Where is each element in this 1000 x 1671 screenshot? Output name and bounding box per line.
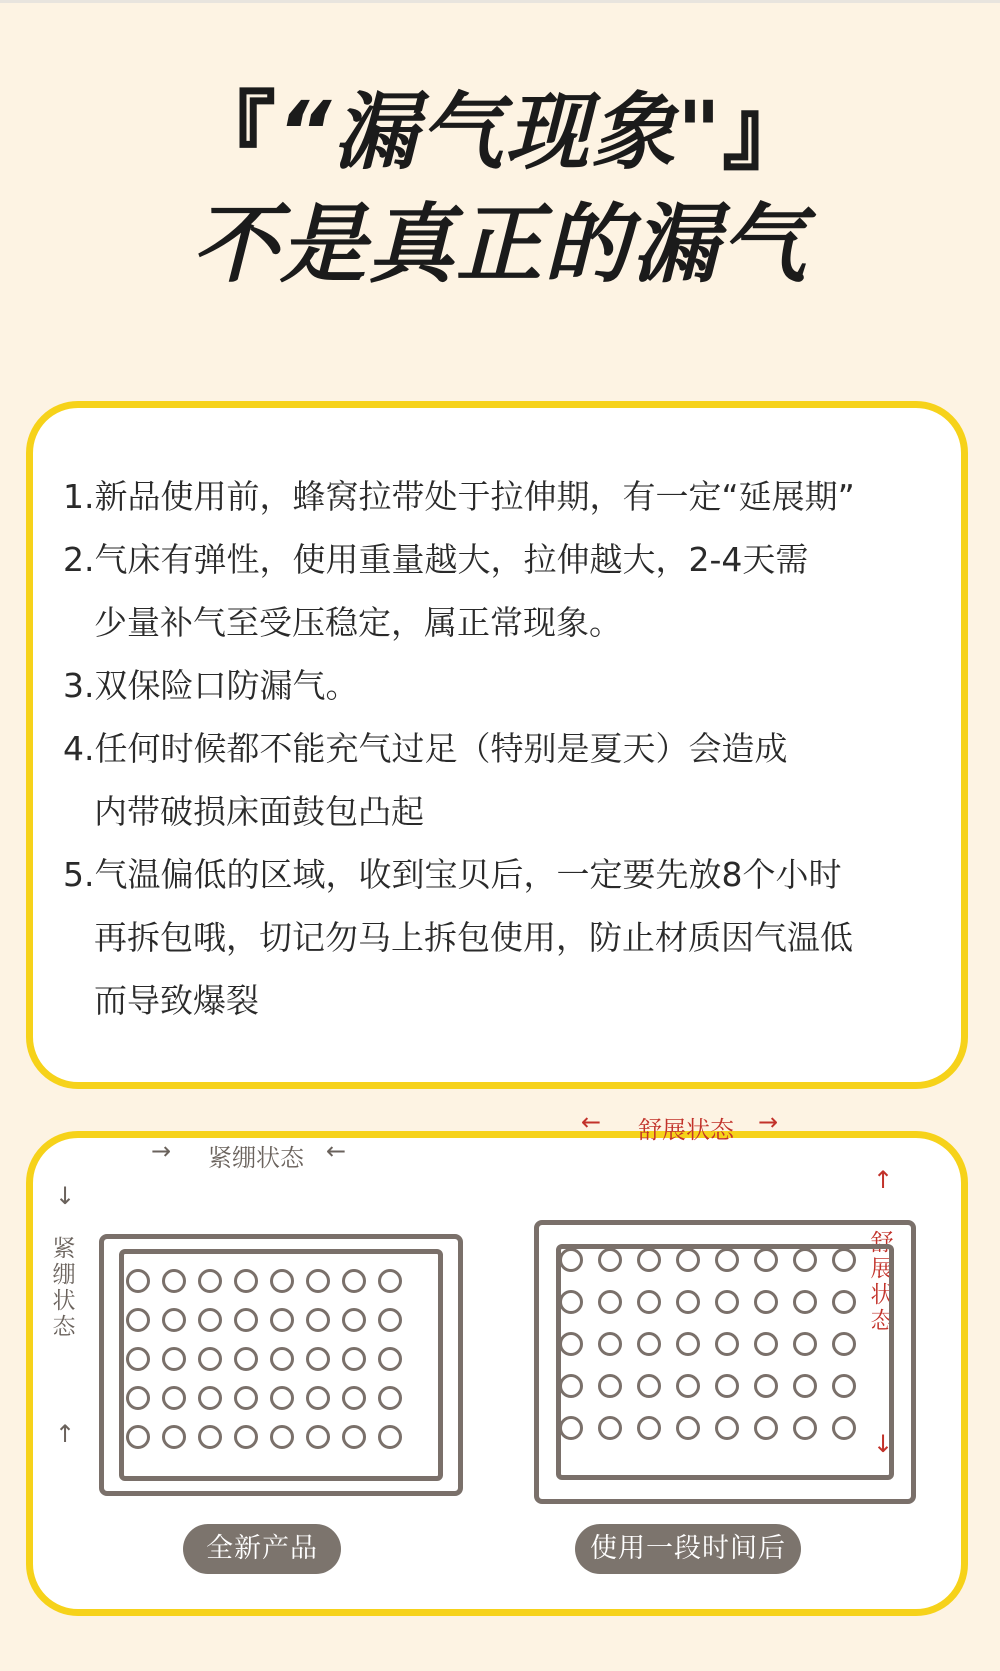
- air-hole: [637, 1248, 661, 1272]
- air-hole: [270, 1347, 294, 1371]
- note-continuation: 内带破损床面鼓包凸起: [94, 792, 424, 831]
- new-hole-grid: [126, 1269, 402, 1449]
- air-hole: [754, 1248, 778, 1272]
- arrow-right-red-icon: →: [758, 1108, 779, 1136]
- air-hole: [715, 1290, 739, 1314]
- air-hole: [342, 1269, 366, 1293]
- air-hole: [676, 1248, 700, 1272]
- air-hole: [715, 1416, 739, 1440]
- used-caption-pill: 使用一段时间后: [575, 1524, 801, 1574]
- headline-line-2: 不是真正的漏气: [192, 195, 808, 295]
- air-hole: [126, 1425, 150, 1449]
- air-hole: [126, 1347, 150, 1371]
- air-hole: [306, 1347, 330, 1371]
- note-text: 4.任何时候都不能充气过足（特别是夏天）会造成: [63, 729, 788, 768]
- air-hole: [832, 1290, 856, 1314]
- air-hole: [198, 1269, 222, 1293]
- air-hole: [270, 1425, 294, 1449]
- new-caption-pill: 全新产品: [183, 1524, 341, 1574]
- arrow-left-icon: ←: [326, 1137, 347, 1165]
- air-hole: [715, 1374, 739, 1398]
- new-side-label: 紧 绷 状 态: [52, 1236, 76, 1340]
- air-hole: [598, 1248, 622, 1272]
- air-hole: [598, 1416, 622, 1440]
- note-text: 2.气床有弹性，使用重量越大，拉伸越大，2-4天需: [63, 540, 809, 579]
- air-hole: [378, 1386, 402, 1410]
- bracket-open: 『: [191, 83, 278, 181]
- air-hole: [676, 1416, 700, 1440]
- new-mattress: [99, 1234, 463, 1496]
- air-hole: [198, 1347, 222, 1371]
- air-hole: [598, 1290, 622, 1314]
- arrow-left-red-icon: ←: [581, 1108, 602, 1136]
- air-hole: [559, 1248, 583, 1272]
- air-hole: [793, 1374, 817, 1398]
- air-hole: [559, 1290, 583, 1314]
- air-hole: [306, 1425, 330, 1449]
- air-hole: [162, 1425, 186, 1449]
- air-hole: [234, 1308, 258, 1332]
- used-top-label: 舒展状态: [638, 1116, 734, 1144]
- air-hole: [378, 1425, 402, 1449]
- air-hole: [270, 1308, 294, 1332]
- arrow-down-red-icon: ↓: [873, 1430, 894, 1458]
- air-hole: [342, 1308, 366, 1332]
- air-hole: [637, 1374, 661, 1398]
- air-hole: [676, 1332, 700, 1356]
- air-hole: [559, 1416, 583, 1440]
- air-hole: [198, 1425, 222, 1449]
- air-hole: [342, 1425, 366, 1449]
- air-hole: [234, 1347, 258, 1371]
- top-divider: [0, 0, 1000, 3]
- diagram-card: [26, 1108, 968, 1616]
- air-hole: [637, 1416, 661, 1440]
- air-hole: [162, 1347, 186, 1371]
- air-hole: [234, 1386, 258, 1410]
- notes-list: [63, 465, 963, 1032]
- note-continuation: 再拆包哦，切记勿马上拆包使用，防止材质因气温低: [94, 918, 853, 957]
- used-hole-grid: [559, 1248, 856, 1440]
- air-hole: [754, 1374, 778, 1398]
- arrow-right-icon: →: [151, 1137, 172, 1165]
- air-hole: [126, 1269, 150, 1293]
- air-hole: [754, 1290, 778, 1314]
- note-item: [63, 654, 963, 717]
- used-mattress: [534, 1220, 916, 1504]
- air-hole: [832, 1416, 856, 1440]
- air-hole: [162, 1269, 186, 1293]
- air-hole: [559, 1374, 583, 1398]
- air-hole: [306, 1269, 330, 1293]
- note-item: [63, 717, 963, 843]
- headline-line-1: [0, 82, 1000, 182]
- air-hole: [378, 1347, 402, 1371]
- air-hole: [715, 1332, 739, 1356]
- air-hole: [832, 1374, 856, 1398]
- note-item: [63, 843, 963, 1032]
- air-hole: [162, 1308, 186, 1332]
- air-hole: [676, 1374, 700, 1398]
- air-hole: [342, 1347, 366, 1371]
- air-hole: [832, 1332, 856, 1356]
- used-side-label: 舒 展 状 态: [870, 1230, 894, 1334]
- air-hole: [637, 1290, 661, 1314]
- air-hole: [306, 1386, 330, 1410]
- air-hole: [832, 1248, 856, 1272]
- air-hole: [793, 1290, 817, 1314]
- note-text: 5.气温偏低的区域，收到宝贝后，一定要先放8个小时: [63, 855, 842, 894]
- air-hole: [342, 1386, 366, 1410]
- air-hole: [234, 1425, 258, 1449]
- headline: [0, 82, 1000, 300]
- arrow-up-icon: ↑: [55, 1420, 76, 1448]
- air-hole: [754, 1332, 778, 1356]
- air-hole: [198, 1308, 222, 1332]
- air-hole: [715, 1248, 739, 1272]
- air-hole: [198, 1386, 222, 1410]
- note-text: 1.新品使用前，蜂窝拉带处于拉伸期，有一定“延展期”: [63, 477, 855, 516]
- note-item: [63, 465, 963, 528]
- air-hole: [637, 1332, 661, 1356]
- air-hole: [754, 1416, 778, 1440]
- air-hole: [162, 1386, 186, 1410]
- notes-card: [26, 401, 968, 1089]
- air-hole: [306, 1308, 330, 1332]
- air-hole: [270, 1386, 294, 1410]
- air-hole: [793, 1248, 817, 1272]
- air-hole: [234, 1269, 258, 1293]
- air-hole: [598, 1374, 622, 1398]
- air-hole: [676, 1290, 700, 1314]
- note-continuation: 而导致爆裂: [94, 981, 259, 1020]
- air-hole: [559, 1332, 583, 1356]
- air-hole: [126, 1386, 150, 1410]
- air-hole: [270, 1269, 294, 1293]
- air-hole: [793, 1332, 817, 1356]
- air-hole: [378, 1308, 402, 1332]
- air-hole: [793, 1416, 817, 1440]
- arrow-up-red-icon: ↑: [873, 1166, 894, 1194]
- note-continuation: 少量补气至受压稳定，属正常现象。: [94, 603, 622, 642]
- bracket-close: 』: [722, 83, 809, 181]
- new-top-label: 紧绷状态: [208, 1144, 304, 1172]
- air-hole: [126, 1308, 150, 1332]
- note-item: [63, 528, 963, 654]
- note-text: 3.双保险口防漏气。: [63, 666, 359, 705]
- air-hole: [598, 1332, 622, 1356]
- arrow-down-icon: ↓: [55, 1182, 76, 1210]
- air-hole: [378, 1269, 402, 1293]
- headline-phrase: “漏气现象": [277, 83, 723, 181]
